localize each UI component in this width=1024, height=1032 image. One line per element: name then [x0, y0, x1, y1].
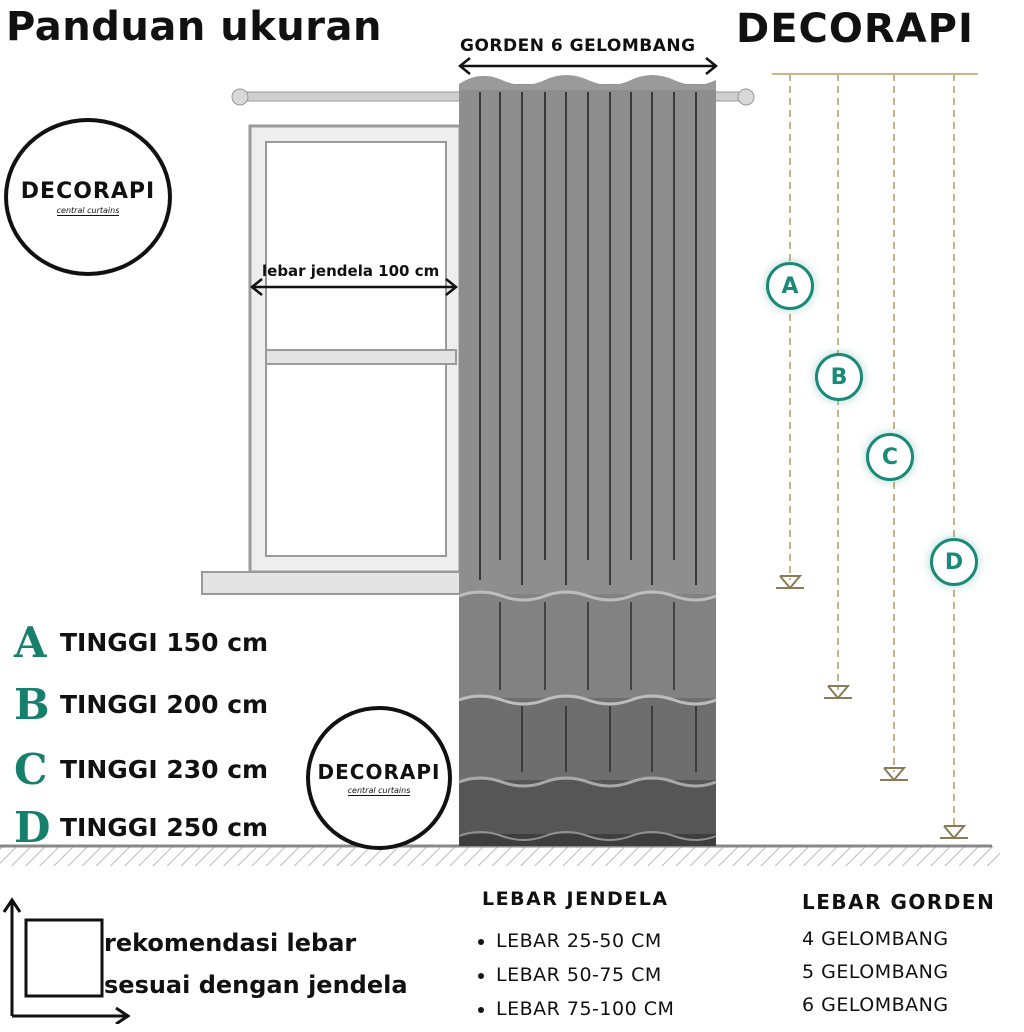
height-text: TINGGI 150 cm	[60, 628, 269, 657]
rod-end-right	[738, 89, 754, 105]
marker-d: D	[930, 538, 978, 586]
brand-logo: DECORAPI	[736, 6, 974, 52]
guide-end-c	[880, 768, 908, 780]
list-item-text: LEBAR 50-75 CM	[496, 964, 662, 986]
brand-badge-bottom	[306, 706, 452, 850]
curtain	[459, 75, 716, 846]
brand-badge	[4, 118, 172, 276]
marker-b: B	[815, 353, 863, 401]
height-letter: A	[14, 618, 47, 667]
window-width-list	[478, 930, 674, 1032]
height-row-b	[14, 680, 268, 729]
height-letter: B	[14, 680, 50, 729]
height-letter: C	[14, 745, 48, 794]
marker-a: A	[766, 262, 814, 310]
bullet-icon	[478, 1007, 484, 1013]
list-item	[478, 964, 674, 998]
recommendation-text	[104, 922, 408, 1006]
curtain-width-header: LEBAR GORDEN	[802, 890, 996, 914]
bullet-icon	[478, 973, 484, 979]
page-title: Panduan ukuran	[6, 4, 382, 50]
height-row-a	[14, 618, 268, 667]
rod-end-left	[232, 89, 248, 105]
list-item-text: LEBAR 75-100 CM	[496, 998, 675, 1020]
height-letter: D	[14, 803, 51, 852]
list-item: 6 GELOMBANG	[802, 994, 949, 1016]
height-text: TINGGI 200 cm	[60, 690, 269, 719]
list-item	[478, 930, 674, 964]
badge-name: DECORAPI	[317, 760, 441, 784]
recommendation-line-2: sesuai dengan jendela	[104, 971, 408, 999]
guide-end-a	[776, 576, 804, 588]
window	[202, 126, 472, 594]
badge-name: DECORAPI	[20, 178, 156, 204]
list-item	[478, 998, 674, 1032]
window-width-header: LEBAR JENDELA	[482, 888, 669, 910]
height-text: TINGGI 230 cm	[60, 755, 269, 784]
window-width-label: lebar jendela 100 cm	[262, 262, 440, 280]
marker-c: C	[866, 433, 914, 481]
curtain-type-label: GORDEN 6 GELOMBANG	[460, 36, 696, 56]
list-item: 5 GELOMBANG	[802, 961, 949, 983]
badge-tagline: central curtains	[347, 786, 411, 795]
curtain-width-arrow	[460, 58, 716, 74]
recommendation-line-1: rekomendasi lebar	[104, 929, 357, 957]
height-row-d	[14, 803, 268, 852]
curtain-width-list	[802, 928, 949, 1027]
height-text: TINGGI 250 cm	[60, 813, 269, 842]
badge-tagline: central curtains	[56, 205, 120, 215]
list-item-text: LEBAR 25-50 CM	[496, 930, 662, 952]
guide-end-d	[940, 826, 968, 838]
list-item: 4 GELOMBANG	[802, 928, 949, 950]
bullet-icon	[478, 939, 484, 945]
height-row-c	[14, 745, 268, 794]
